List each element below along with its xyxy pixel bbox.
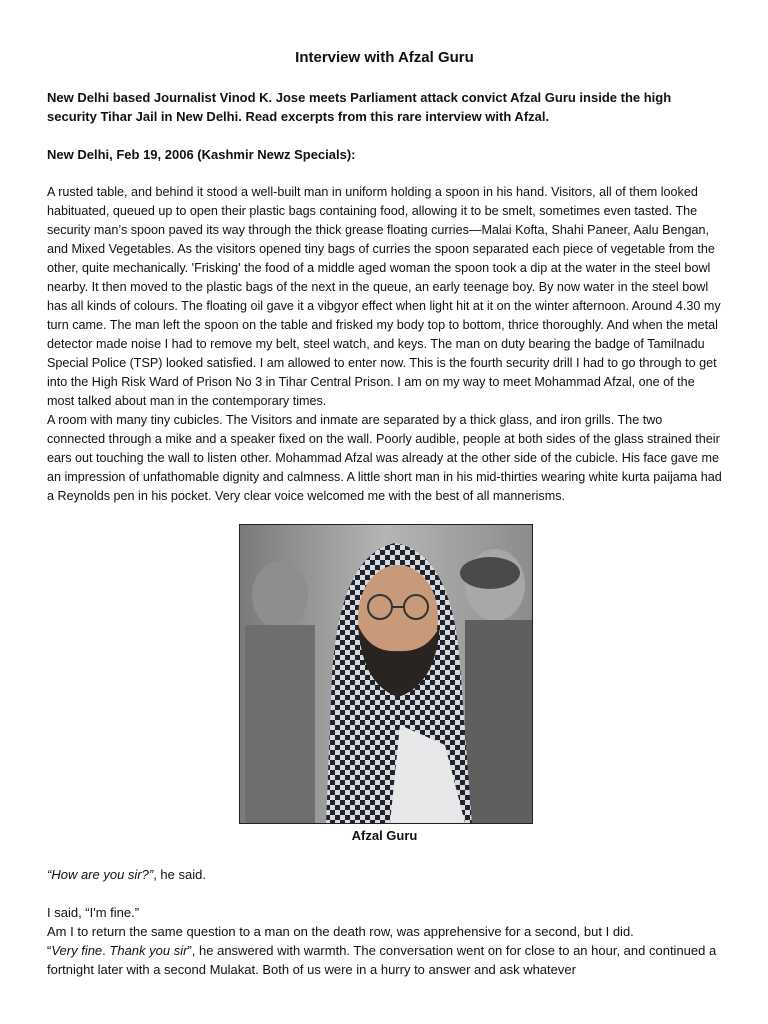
dialog-question-quote: “How are you sir?” <box>47 867 154 882</box>
body-paragraph-2: A room with many tiny cubicles. The Visitors and inmate are separated by a thick glass, and iron grills. The two connected through a mike and a speaker fixed on the wall. Poorly audible, people at both sides of the glass strained their ears out touching the wall to listen other. Mohammad Afzal was already at the other side of the cubicle. His face gave me an impression of unfathomable dignity and calmness. A little short man in his mid-thirties wearing white kurta paijama had a Reynolds pen in his pocket. Very clear voice welcomed me with the best of all mannerisms. <box>47 413 722 503</box>
interview-dialog <box>47 865 722 979</box>
dialog-question-tail: , he said. <box>153 867 206 882</box>
dialog-line-3 <box>47 941 722 979</box>
article-body <box>47 183 722 506</box>
article-title: Interview with Afzal Guru <box>295 49 474 66</box>
reply-close-quote: ” <box>187 943 192 958</box>
dialog-line-2: Am I to return the same question to a man on the death row, was apprehensive for a second, but I did. <box>47 924 634 939</box>
photo-caption: Afzal Guru <box>351 828 418 843</box>
article-dateline: New Delhi, Feb 19, 2006 (Kashmir Newz Specials): <box>47 147 356 162</box>
reply-open-quote: “ <box>47 943 52 958</box>
portrait-photo <box>239 524 533 824</box>
body-paragraph-1: A rusted table, and behind it stood a well-built man in uniform holding a spoon in his hand. Visitors, all of them looked habituated, queued up to open their plastic bags containing food, allowing it to be smelt, sometimes even tasted. The security man’s spoon paved its way through the thick grease floating curries—Malai Kofta, Shahi Paneer, Aalu Bengan, and Mixed Vegetables. As the visitors opened tiny bags of curries the spoon separated each piece of vegetable from the other, quite mechanically. 'Frisking' the food of a middle aged woman the spoon took a dip at the water in the steel bowl nearby. It then moved to the plastic bags of the next in the queue, an early teenage boy. By now water in the steel bowl has all kinds of colours. The floating oil gave it a vibgyor effect when light hit at it on the winter afternoon. Around 4.30 my turn came. The man left the spoon on the table and frisked my body top to bottom, thrice thoroughly. And when the metal detector made noise I had to remove my belt, steel watch, and keys. The man on duty bearing the badge of Tamilnadu Special Police (TSP) looked satisfied. I am allowed to enter now. This is the fourth security drill I had to go through to get into the High Risk Ward of Prison No 3 in Tihar Central Prison. I am on my way to meet Mohammad Afzal, one of the most talked about man in the contemporary times. <box>47 185 721 408</box>
reply-tail: , he answered with warmth. The conversation went on for close to an hour, and continued a fortnight later with a second Mulakat. Both of us were in a hurry to answer and ask whatever <box>47 943 717 977</box>
dialog-answer-1: I said, “I'm fine.” <box>47 905 140 920</box>
dialog-line-1 <box>47 865 722 884</box>
article-intro: New Delhi based Journalist Vinod K. Jose meets Parliament attack convict Afzal Guru inside the high security Tihar Jail in New Delhi. Read excerpts from this rare interview with Afzal. <box>47 90 672 124</box>
portrait-figure <box>239 524 531 845</box>
reply-italic-1: Very fine <box>51 943 103 958</box>
reply-mid: . <box>102 943 110 958</box>
reply-italic-2: Thank you sir <box>109 943 188 958</box>
